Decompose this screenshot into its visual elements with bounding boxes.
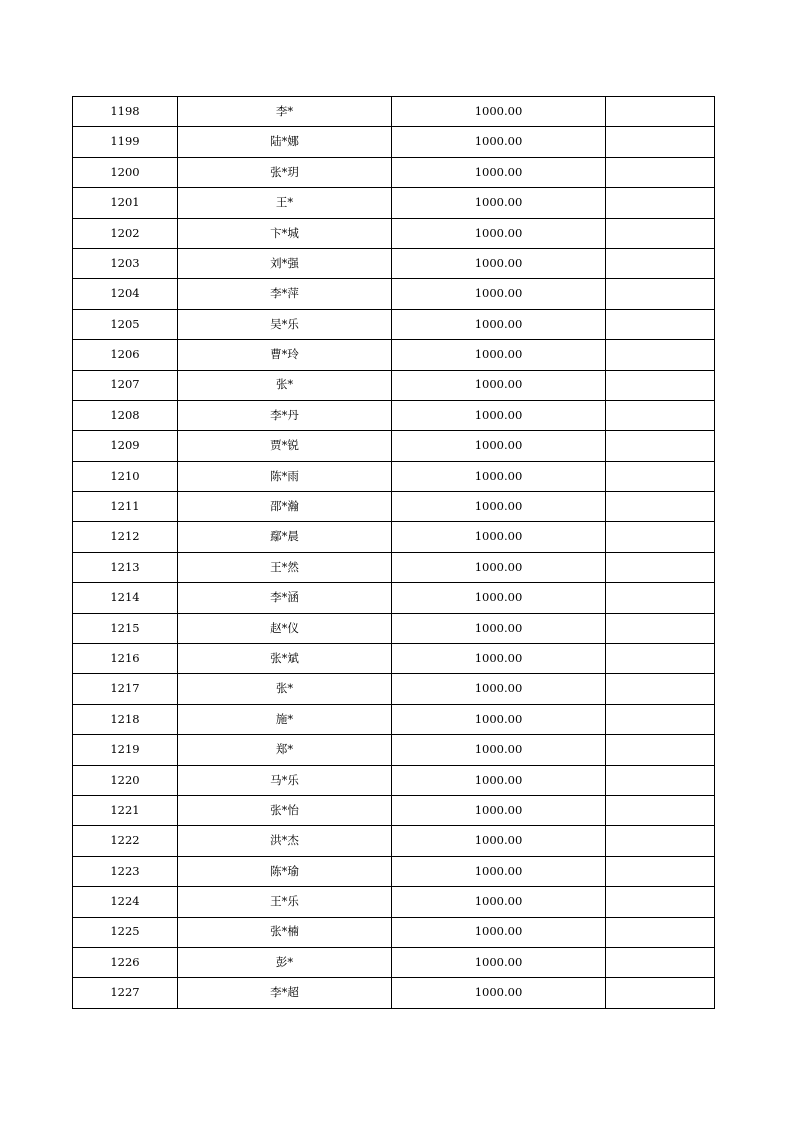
cell-amount: 1000.00 <box>392 188 606 218</box>
cell-name: 王*乐 <box>178 887 392 917</box>
cell-note <box>606 188 715 218</box>
table-row <box>73 887 715 917</box>
cell-serial-number: 1220 <box>73 765 178 795</box>
cell-serial-number: 1200 <box>73 157 178 187</box>
table-row <box>73 309 715 339</box>
cell-note <box>606 552 715 582</box>
cell-name: 邵*瀚 <box>178 492 392 522</box>
cell-note <box>606 795 715 825</box>
table-row <box>73 218 715 248</box>
table-row <box>73 461 715 491</box>
cell-amount: 1000.00 <box>392 400 606 430</box>
table-row <box>73 522 715 552</box>
cell-note <box>606 97 715 127</box>
cell-name: 郑* <box>178 735 392 765</box>
cell-name: 贾*锐 <box>178 431 392 461</box>
cell-note <box>606 431 715 461</box>
table-row <box>73 492 715 522</box>
cell-serial-number: 1211 <box>73 492 178 522</box>
table-row <box>73 674 715 704</box>
cell-name: 陆*娜 <box>178 127 392 157</box>
table-row <box>73 97 715 127</box>
table-row <box>73 644 715 674</box>
cell-amount: 1000.00 <box>392 735 606 765</box>
cell-note <box>606 218 715 248</box>
cell-serial-number: 1217 <box>73 674 178 704</box>
cell-serial-number: 1227 <box>73 978 178 1008</box>
cell-serial-number: 1218 <box>73 704 178 734</box>
cell-note <box>606 856 715 886</box>
cell-amount: 1000.00 <box>392 613 606 643</box>
cell-serial-number: 1212 <box>73 522 178 552</box>
cell-name: 马*乐 <box>178 765 392 795</box>
cell-amount: 1000.00 <box>392 826 606 856</box>
cell-serial-number: 1223 <box>73 856 178 886</box>
cell-note <box>606 613 715 643</box>
cell-name: 李*超 <box>178 978 392 1008</box>
cell-serial-number: 1214 <box>73 583 178 613</box>
table-row <box>73 978 715 1008</box>
cell-amount: 1000.00 <box>392 947 606 977</box>
cell-name: 鄢*晨 <box>178 522 392 552</box>
table-row <box>73 613 715 643</box>
table-row <box>73 552 715 582</box>
cell-amount: 1000.00 <box>392 583 606 613</box>
cell-amount: 1000.00 <box>392 431 606 461</box>
cell-name: 王* <box>178 188 392 218</box>
cell-serial-number: 1201 <box>73 188 178 218</box>
cell-note <box>606 492 715 522</box>
cell-amount: 1000.00 <box>392 461 606 491</box>
cell-amount: 1000.00 <box>392 309 606 339</box>
cell-note <box>606 735 715 765</box>
table-row <box>73 157 715 187</box>
cell-note <box>606 583 715 613</box>
cell-note <box>606 887 715 917</box>
cell-note <box>606 978 715 1008</box>
table-row <box>73 795 715 825</box>
cell-note <box>606 400 715 430</box>
cell-serial-number: 1204 <box>73 279 178 309</box>
cell-name: 洪*杰 <box>178 826 392 856</box>
cell-name: 李* <box>178 97 392 127</box>
cell-amount: 1000.00 <box>392 644 606 674</box>
cell-serial-number: 1203 <box>73 248 178 278</box>
cell-name: 刘*强 <box>178 248 392 278</box>
cell-amount: 1000.00 <box>392 674 606 704</box>
cell-note <box>606 826 715 856</box>
cell-amount: 1000.00 <box>392 978 606 1008</box>
cell-serial-number: 1224 <box>73 887 178 917</box>
table-row <box>73 765 715 795</box>
cell-note <box>606 644 715 674</box>
cell-serial-number: 1219 <box>73 735 178 765</box>
cell-serial-number: 1215 <box>73 613 178 643</box>
cell-amount: 1000.00 <box>392 795 606 825</box>
cell-amount: 1000.00 <box>392 279 606 309</box>
cell-amount: 1000.00 <box>392 340 606 370</box>
cell-serial-number: 1198 <box>73 97 178 127</box>
table-row <box>73 735 715 765</box>
cell-note <box>606 370 715 400</box>
data-table <box>72 96 715 1009</box>
cell-amount: 1000.00 <box>392 127 606 157</box>
cell-serial-number: 1225 <box>73 917 178 947</box>
cell-note <box>606 674 715 704</box>
cell-name: 施* <box>178 704 392 734</box>
cell-note <box>606 340 715 370</box>
cell-serial-number: 1209 <box>73 431 178 461</box>
cell-amount: 1000.00 <box>392 157 606 187</box>
cell-note <box>606 461 715 491</box>
cell-note <box>606 127 715 157</box>
cell-name: 王*然 <box>178 552 392 582</box>
cell-serial-number: 1207 <box>73 370 178 400</box>
cell-name: 李*丹 <box>178 400 392 430</box>
table-row <box>73 340 715 370</box>
cell-name: 陈*瑜 <box>178 856 392 886</box>
cell-amount: 1000.00 <box>392 97 606 127</box>
table-row <box>73 947 715 977</box>
table-row <box>73 856 715 886</box>
cell-name: 张*怡 <box>178 795 392 825</box>
cell-serial-number: 1226 <box>73 947 178 977</box>
cell-serial-number: 1222 <box>73 826 178 856</box>
cell-serial-number: 1213 <box>73 552 178 582</box>
cell-amount: 1000.00 <box>392 552 606 582</box>
cell-amount: 1000.00 <box>392 218 606 248</box>
table-row <box>73 248 715 278</box>
cell-serial-number: 1221 <box>73 795 178 825</box>
cell-amount: 1000.00 <box>392 522 606 552</box>
cell-serial-number: 1199 <box>73 127 178 157</box>
cell-note <box>606 309 715 339</box>
table-body <box>73 97 715 1009</box>
cell-amount: 1000.00 <box>392 370 606 400</box>
cell-note <box>606 522 715 552</box>
table-row <box>73 826 715 856</box>
cell-name: 张*楠 <box>178 917 392 947</box>
cell-serial-number: 1206 <box>73 340 178 370</box>
table-row <box>73 188 715 218</box>
cell-name: 张*玥 <box>178 157 392 187</box>
cell-serial-number: 1205 <box>73 309 178 339</box>
table-row <box>73 279 715 309</box>
cell-name: 张*斌 <box>178 644 392 674</box>
table-row <box>73 583 715 613</box>
cell-amount: 1000.00 <box>392 887 606 917</box>
cell-name: 曹*玲 <box>178 340 392 370</box>
cell-name: 彭* <box>178 947 392 977</box>
cell-note <box>606 917 715 947</box>
cell-name: 吴*乐 <box>178 309 392 339</box>
cell-name: 陈*雨 <box>178 461 392 491</box>
cell-note <box>606 248 715 278</box>
cell-amount: 1000.00 <box>392 917 606 947</box>
cell-note <box>606 765 715 795</box>
cell-note <box>606 704 715 734</box>
cell-serial-number: 1210 <box>73 461 178 491</box>
cell-note <box>606 279 715 309</box>
cell-serial-number: 1202 <box>73 218 178 248</box>
cell-name: 李*萍 <box>178 279 392 309</box>
cell-amount: 1000.00 <box>392 704 606 734</box>
cell-name: 李*涵 <box>178 583 392 613</box>
cell-note <box>606 157 715 187</box>
table-row <box>73 400 715 430</box>
cell-amount: 1000.00 <box>392 492 606 522</box>
cell-amount: 1000.00 <box>392 856 606 886</box>
cell-name: 张* <box>178 674 392 704</box>
table-row <box>73 431 715 461</box>
table-row <box>73 917 715 947</box>
table-row <box>73 704 715 734</box>
cell-serial-number: 1216 <box>73 644 178 674</box>
cell-serial-number: 1208 <box>73 400 178 430</box>
cell-name: 张* <box>178 370 392 400</box>
cell-amount: 1000.00 <box>392 765 606 795</box>
cell-name: 卞*城 <box>178 218 392 248</box>
cell-name: 赵*仪 <box>178 613 392 643</box>
cell-amount: 1000.00 <box>392 248 606 278</box>
cell-note <box>606 947 715 977</box>
table-row <box>73 370 715 400</box>
table-row <box>73 127 715 157</box>
